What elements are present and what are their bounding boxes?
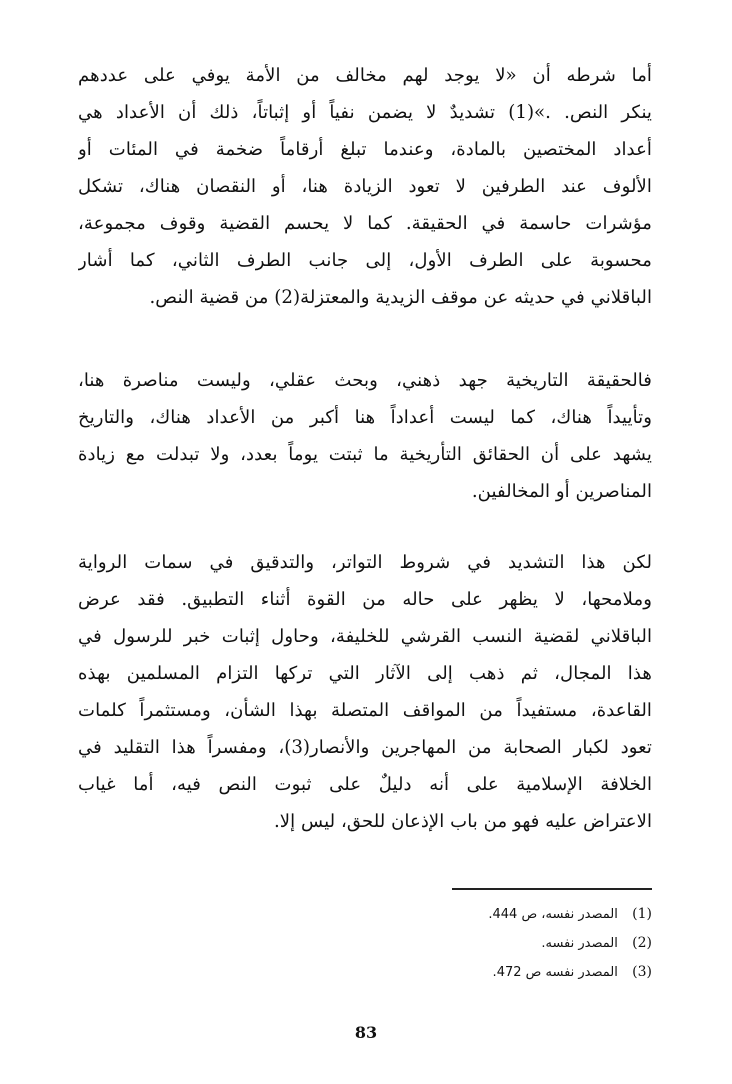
text-line: ينكر النص. .»(1) تشديدٌ لا يضمن نفياً أو إثباتاً، ذلك أن الأعداد هي — [78, 102, 652, 123]
paragraph-3 — [78, 544, 652, 840]
footnote-number: (3) — [632, 964, 652, 980]
text-line: أعداد المختصين بالمادة، وعندما تبلغ أرقاماً ضخمة في المئات أو — [78, 139, 652, 160]
text-line: لكن هذا التشديد في شروط التواتر، والتدقيق في سمات الرواية — [78, 552, 652, 573]
text-line: القاعدة، مستفيداً من المواقف المتصلة بهذا الشأن، ومستثمراً كلمات — [78, 700, 652, 721]
text-line: تعود لكبار الصحابة من المهاجرين والأنصار(3)، ومفسراً هذا التقليد في — [78, 737, 652, 758]
paragraph-1 — [78, 57, 652, 316]
text-line: الألوف عند الطرفين لا تعود الزيادة هنا، أو النقصان هناك، تشكل — [78, 176, 652, 197]
text-line: فالحقيقة التاريخية جهد ذهني، وبحث عقلي، وليست مناصرة هنا، — [78, 370, 652, 391]
text-line: محسوبة على الطرف الأول، إلى جانب الطرف الثاني، كما أشار — [78, 250, 652, 271]
text-line: أما شرطه أن «لا يوجد لهم مخالف من الأمة يوفي على عددهم — [78, 65, 652, 86]
text-line: مؤشرات حاسمة في الحقيقة. كما لا يحسم القضية وقوف مجموعة، — [78, 213, 652, 234]
footnote-number: (1) — [632, 906, 652, 922]
footnote-item — [300, 929, 652, 958]
footnotes — [300, 900, 652, 987]
text-line: الخلافة الإسلامية على أنه دليلٌ على ثبوت النص فيه، أما غياب — [78, 774, 652, 795]
footnote-item — [300, 958, 652, 987]
text-line: الباقلاني لقضية النسب القرشي للخليفة، وحاول إثبات خبر للرسول في — [78, 626, 652, 647]
text-line: وملامحها، لا يظهر على حاله من القوة أثناء التطبيق. فقد عرض — [78, 589, 652, 610]
text-line: الاعتراض عليه فهو من باب الإذعان للحق، ليس إلا. — [273, 811, 652, 832]
footnote-text: المصدر نفسه ص 472. — [492, 965, 618, 980]
text-line: يشهد على أن الحقائق التأريخية ما ثبتت يوماً بعدد، ولا تبدلت مع زيادة — [78, 444, 652, 465]
text-line: الباقلاني في حديثه عن موقف الزيدية والمعتزلة(2) من قضية النص. — [149, 287, 652, 308]
footnote-number: (2) — [632, 935, 652, 951]
page-number: 83 — [354, 1023, 378, 1042]
text-line: وتأييداً هناك، كما ليست أعداداً هنا أكبر من الأعداد هناك، والتاريخ — [78, 407, 652, 428]
footnote-text: المصدر نفسه. — [541, 936, 618, 951]
footnote-text: المصدر نفسه، ص 444. — [488, 907, 618, 922]
footnote-item — [300, 900, 652, 929]
paragraph-2 — [78, 362, 652, 510]
text-line: هذا المجال، ثم ذهب إلى الآثار التي تركها التزام المسلمين بهذه — [78, 663, 652, 684]
footnote-divider — [452, 888, 652, 890]
text-line: المناصرين أو المخالفين. — [471, 481, 652, 502]
